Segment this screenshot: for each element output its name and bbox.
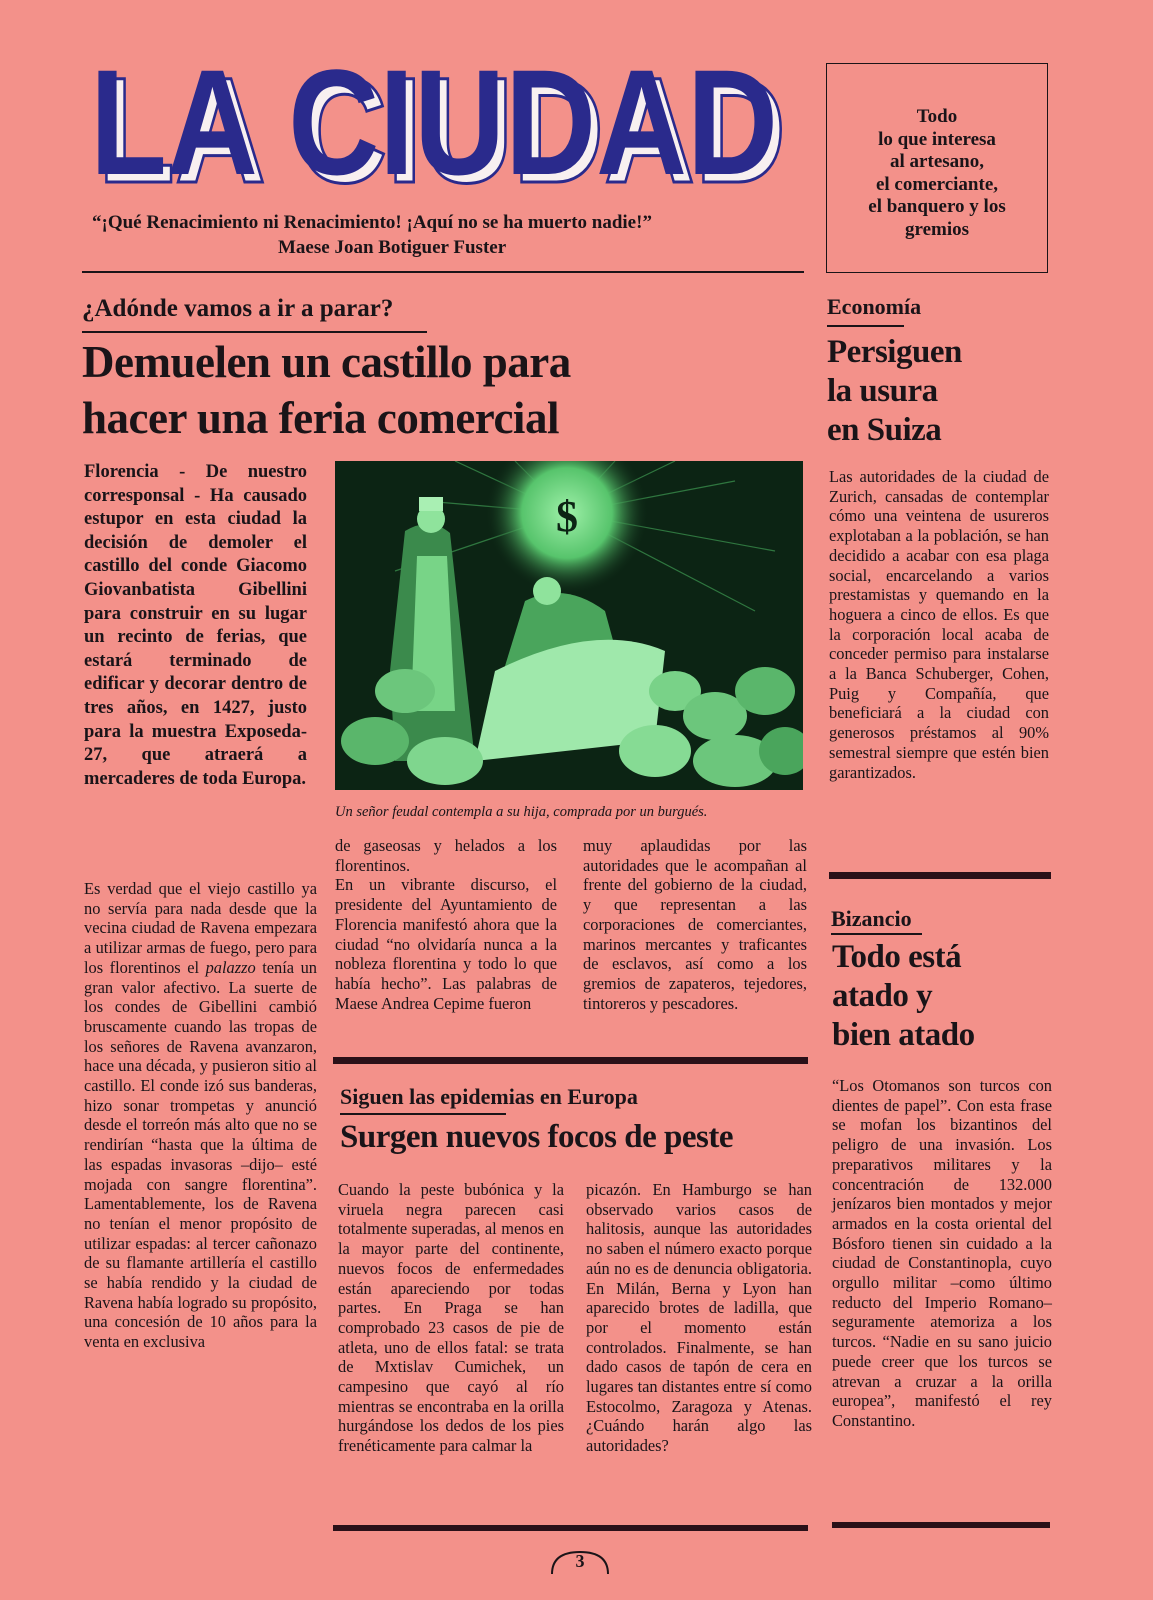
main-story-paragraph: de gaseosas y helados a los florentinos. — [335, 836, 557, 875]
main-story-text: Es verdad que el viejo castillo ya no servía para nada desde que la vecina ciudad de Ravena empezara a utilizar armas de fuego, pero para los florentinos el — [84, 879, 317, 977]
masthead-motto — [82, 210, 782, 260]
tagline-box — [826, 63, 1048, 273]
economy-body: Las autoridades de la ciudad de Zurich, cansadas de contemplar cómo una veintena de usureros explotaban a la población, se han decidido a acabar con esa plaga social, encarcelando a varios prestamistas y quemando en la hoguera a cinco de ellos. Es que la corporación local acaba de conceder permiso para instalarse a la Banca Schuberger, Cohen, Puig y Compañía, que beneficiará a la ciudad con generosos préstamos al 90% semestral siempre que estén bien garantizados. — [829, 467, 1049, 782]
main-story-column-2 — [335, 836, 557, 1013]
main-story-lead: Florencia - De nuestro corresponsal - Ha causado estupor en esta ciudad la decisión de demoler el castillo del conde Giacomo Giovanbatista Gibellini para construir en su lugar un recinto de ferias, que estará terminado de edificar y decorar dentro de tres años, en 1427, justo para la muestra Exposeda-27, que atraerá a mercaderes de toda Europa. — [84, 462, 307, 789]
main-story-italic: palazzo — [205, 957, 256, 977]
masthead-logo — [82, 50, 802, 200]
section-divider — [829, 872, 1051, 879]
section-divider — [333, 1057, 808, 1064]
section-divider — [333, 1525, 808, 1531]
main-story-kicker: ¿Adónde vamos a ir a parar? — [82, 295, 394, 322]
masthead-divider — [82, 271, 804, 273]
motto-author: Maese Joan Botiguer Fuster — [278, 237, 507, 258]
plague-kicker: Siguen las epidemias en Europa — [340, 1084, 638, 1109]
plague-column-2: picazón. En Hamburgo se han observado varios casos de halitosis, aunque las autoridades no saben el número exacto porque aún no es de denuncia obligatoria. En Milán, Berna y Lyon han aparecido brotes de ladilla, que por el momento están controlados. Finalmente, se han dado casos de tapón de cera en lugares tan distantes entre sí como Estocolmo, Zaragoza y Atenas. ¿Cuándo harán algo las autoridades? — [586, 1180, 812, 1456]
plague-headline: Surgen nuevos focos de peste — [340, 1119, 734, 1155]
kicker-underline — [82, 331, 427, 333]
main-story-headline: Demuelen un castillo para hacer una feria comercial — [82, 337, 571, 443]
economy-kicker: Economía — [827, 294, 922, 319]
main-story-column-1 — [84, 879, 317, 1352]
plague-column-1: Cuando la peste bubónica y la viruela negra parecen casi totalmente superadas, al menos en la mayor parte del continente, nuevos focos de enfermedades están apareciendo por todas partes. En Praga se han comprobado 23 casos de pie de atleta, uno de ellos fatal: se trata de Mxtislav Cumichek, un campesino que cayó al río mientras se encontraba en la orilla hurgándose los dedos de los pies frenéticamente para calmar la — [338, 1180, 564, 1456]
main-story-column-3 — [583, 836, 807, 1013]
motto-quote: “¡Qué Renacimiento ni Renacimiento! ¡Aquí no se ha muerto nadie!” — [92, 212, 652, 233]
page-number — [548, 1548, 612, 1576]
tagline-text: Todo lo que interesa al artesano, el comerciante, el banquero y los gremios — [868, 106, 1006, 240]
masthead-title: LA CIUDAD — [90, 50, 778, 200]
page-number-text: 3 — [575, 1551, 585, 1571]
byzantium-body: “Los Otomanos son turcos con dientes de papel”. Con esta frase se mofan los bizantinos del peligro de una invasión. Los preparativos militares y la concentración de 132.000 jenízaros bien montados y mejor armados en la costa oriental del Bósforo tienen sin cuidado a la ciudad de Constantinopla, cuyo orgullo militar –como último reducto del Imperio Romano– seguramente atemoriza a los turcos. “Nadie en su sano juicio puede creer que los turcos se atrevan a cruzar a la orilla europea”, manifestó el rey Constantino. — [832, 1076, 1052, 1430]
dollar-symbol: $ — [556, 492, 578, 541]
kicker-underline — [831, 933, 922, 935]
story-photo — [335, 461, 803, 790]
byzantium-kicker: Bizancio — [831, 906, 912, 931]
kicker-underline — [827, 325, 904, 327]
main-story-paragraph: muy aplaudidas por las autoridades que le acompañan al frente del gobierno de la ciudad, y que representan a las corporaciones de comerciantes, marinos mercantes y traficantes de esclavos, así como a los gremios de zapateros, tejedores, tintoreros y pescadores. — [583, 836, 807, 1013]
byzantium-headline: Todo está atado y bien atado — [832, 939, 975, 1053]
photo-caption: Un señor feudal contempla a su hija, comprada por un burgués. — [335, 804, 708, 820]
main-story-paragraph: En un vibrante discurso, el presidente del Ayuntamiento de Florencia manifestó ahora que la ciudad “no olvidaría nunca a la nobleza florentina y todo lo que había hecho”. Las palabras de Maese Andrea Cepime fueron — [335, 875, 557, 1013]
main-story-text: tenía un gran valor afectivo. La suerte de los condes de Gibellini cambió bruscamente cuando las tropas de los señores de Ravena avanzaron, hace una década, y pusieron sitio al castillo. El conde izó sus banderas, hizo sonar trompetas y anunció desde el torreón más alto que no se rendirían “hasta que la última de las espadas invasoras –dijo– esté mojada con sangre florentina”. Lamentablemente, los de Ravena no tenían el menor propósito de utilizar espadas: al tercer cañonazo de su flamante artillería el castillo se había rendido y la ciudad de Ravena había logrado su propósito, una concesión de 10 años para la venta en exclusiva — [84, 957, 317, 1352]
masthead-title-outline: LA CIUDAD — [98, 50, 786, 200]
economy-headline: Persiguen la usura en Suiza — [827, 334, 962, 448]
section-divider — [832, 1522, 1050, 1528]
